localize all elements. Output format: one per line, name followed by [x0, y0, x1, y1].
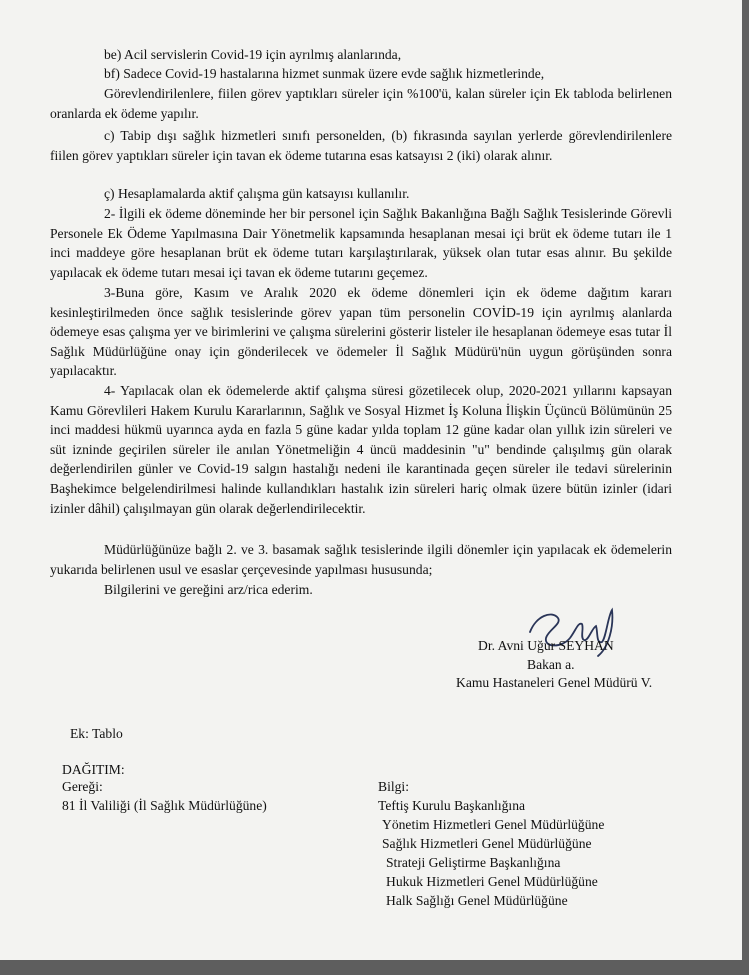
gereği-item: 81 İl Valiliği (İl Sağlık Müdürlüğüne) — [62, 798, 267, 813]
background-edge-right — [742, 0, 749, 975]
paragraph-gorevlendirilenlere: Görevlendirilenlere, fiilen görev yaptıkları süreler için %100'ü, kalan süreler için Ek tabloda belirlenen oranlarda ek ödeme yapılır. — [50, 86, 672, 121]
bilgi-item: Halk Sağlığı Genel Müdürlüğüne — [386, 893, 568, 908]
bilgi-label: Bilgi: — [378, 779, 409, 794]
paragraph-cc: ç) Hesaplamalarda aktif çalışma gün katsayısı kullanılır. — [104, 186, 410, 201]
background-edge-bottom — [0, 960, 749, 975]
bilgi-item: Teftiş Kurulu Başkanlığına — [378, 798, 526, 813]
paragraph-be: be) Acil servislerin Covid-19 için ayrılmış alanlarında, — [104, 47, 402, 62]
gereği-label: Gereği: — [62, 779, 103, 794]
paragraph-3: 3-Buna göre, Kasım ve Aralık 2020 ek ödeme dönemleri için ek ödeme dağıtım kararı kesinleştirilmeden önce sağlık tesislerinde görev yapan tüm personelin COVİD-19 için ayrılmış alanlarda ödemeye esas çalışma yer ve birimlerini ve çalışma sürelerini gösterir listeler ile hesaplanan ödemeye esas tutar İl Sağlık Müdürlüğüne onay için gönderilecek ve ödemeler İl Sağlık Müdürü'nün uygun görüşünden sonra yapılacaktır. — [50, 285, 672, 379]
paragraph-c: c) Tabip dışı sağlık hizmetleri sınıfı personelden, (b) fıkrasında sayılan yerlerde görevlendirilenlere fiilen görev yaptıkları süreler için tavan ek ödeme tutarına esas katsayısı 2 (iki) olarak alınır. — [50, 128, 672, 163]
bilgi-item: Hukuk Hizmetleri Genel Müdürlüğüne — [386, 874, 598, 889]
bilgi-item: Sağlık Hizmetleri Genel Müdürlüğüne — [382, 836, 592, 851]
distribution-gereği — [62, 777, 267, 815]
attachment-note: Ek: Tablo — [70, 726, 123, 741]
paragraph-bf: bf) Sadece Covid-19 hastalarına hizmet sunmak üzere evde sağlık hizmetlerinde, — [104, 66, 545, 81]
signer-department: Kamu Hastaneleri Genel Müdürü V. — [456, 675, 653, 690]
paragraph-2: 2- İlgili ek ödeme döneminde her bir personel için Sağlık Bakanlığına Bağlı Sağlık Tesislerinde Görevli Personele Ek Ödeme Yapılmasına Dair Yönetmelik kapsamında hesaplanan mesai içi brüt ek ödeme tutarı ile 1 inci maddeye göre hesaplanan brüt ek ödeme tutarı karşılaştırılarak, yüksek olan tutar esas alınır. Bu şekilde yapılacak ek ödeme tutarı mesai içi tavan ek ödeme tutarını geçemez. — [50, 206, 672, 280]
bilgi-item: Yönetim Hizmetleri Genel Müdürlüğüne — [382, 817, 605, 832]
distribution-heading: DAĞITIM: — [62, 762, 125, 777]
signer-title: Bakan a. — [527, 657, 575, 672]
paragraph-mudurlugunuze: Müdürlüğünüze bağlı 2. ve 3. basamak sağlık tesislerinde ilgili dönemler için yapılacak ek ödemelerin yukarıda belirlenen usul ve esaslar çerçevesinde yapılması hususunda; — [50, 542, 672, 577]
paragraph-4: 4- Yapılacak olan ek ödemelerde aktif çalışma süresi gözetilecek olup, 2020-2021 yıllarını kapsayan Kamu Görevlileri Hakem Kurulu Kararlarının, Sağlık ve Sosyal Hizmet İş Koluna İlişkin Üçüncü Bölümünün 25 inci maddesi hükmü uyarınca ayda en fazla 5 güne kadar yılda toplam 12 güne kadar olan yıllık izin süreleri ve süt izninde geçirilen süreler ile anılan Yönetmeliğin 4 üncü maddesinin "u" bendinde çalışılmış gün olarak değerlendirilen günler ve Covid-19 salgın hastalığı nedeni ile karantinada geçen süreler ile tedavi sürelerinin Başhekimce belgelendirilmesi halinde kullandıkları hastalık izin süreleri hariç olmak üzere bütün izinler (idari izinler dâhil) çalışılmayan gün olarak değerlendirilecektir. — [50, 383, 672, 516]
distribution-bilgi — [378, 777, 604, 910]
paragraph-closing: Bilgilerini ve gereğini arz/rica ederim. — [104, 582, 313, 597]
bilgi-item: Strateji Geliştirme Başkanlığına — [386, 855, 561, 870]
signer-name: Dr. Avni Uğur SEYHAN — [478, 638, 614, 653]
